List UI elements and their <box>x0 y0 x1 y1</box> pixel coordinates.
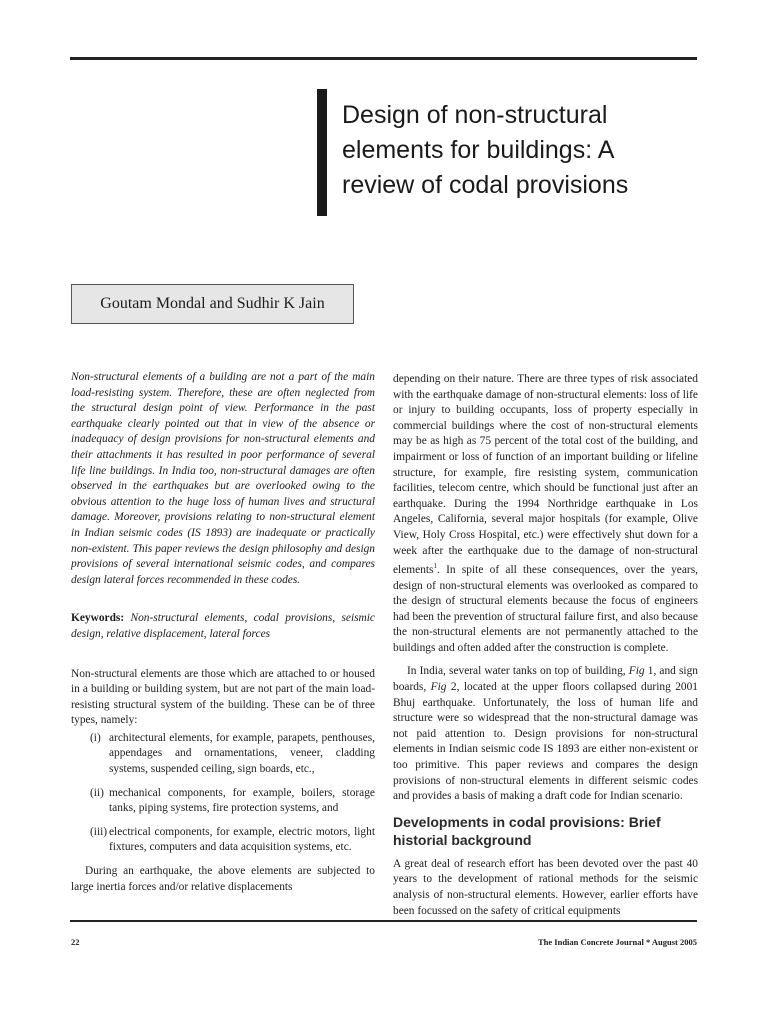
research-paragraph: A great deal of research effort has been devoted over the past 40 years to the development of rational methods for the seismic analysis of non-structural elements. However, earlier efforts have been focussed on the safety of critical equipments <box>393 857 698 917</box>
list-item <box>71 786 375 817</box>
risk-text-a: depending on their nature. There are three types of risk associated with the earthquake damage of non-structural elements: loss of life or injury to building occupants, loss of property especially in commercial buildings where the cost of non-structural elements may be as high as 75 percent of the total cost of the building, and impairment or loss of function of an important building or lifeline structure, for example, fire resisting system, communication facilities, telecom centre, which should be functional just after an earthquake. During the 1994 Northridge earthquake in Los Angeles, California, several major hospitals (for example, Olive View, Holy Cross Hospital, etc.) were effectively shut down for a week after the earthquake due to the damage of non-structural elements <box>393 373 698 576</box>
list-item <box>71 825 375 856</box>
india-paragraph <box>393 664 698 804</box>
india-text-b: 1, and sign boards, <box>393 665 698 694</box>
list-text: electrical components, for example, electric motors, light fixtures, computers and data acquisition systems, etc. <box>109 825 375 854</box>
journal-footer: The Indian Concrete Journal * August 2005 <box>537 937 697 947</box>
india-text-a: In India, several water tanks on top of building, <box>407 665 629 678</box>
section-heading: Developments in codal provisions: Brief historial background <box>393 813 661 848</box>
left-column <box>71 370 375 895</box>
keywords-text: Non-structural elements, codal provisions, seismic design, relative displacement, lateral forces <box>71 612 375 640</box>
list-item <box>71 731 375 778</box>
risk-text-b: . In spite of all these consequences, over the years, design of non-structural elements was overlooked as compared to the design of structural elements because the focus of engineers had been the prevention of structural failure first, and also because the non-structural elements are not permanently attached to the buildings and often added after the construction is complete. <box>393 563 698 654</box>
list-number: (iii) <box>90 825 108 838</box>
citation-marker: 1 <box>433 562 437 571</box>
abstract: Non-structural elements of a building are not a part of the main load-resisting system. Therefore, these are often neglected from the structural design point of view. Performance in the past earthquake clearly pointed out that in view of the absence or inadequacy of design provisions for non-structural elements and their attachments it has resulted in poor performance of several life line buildings. In India too, non-structural damages are often observed in the earthquakes but are overlooked owing to the obvious attention to the huge loss of human lives and structural damage. Moreover, provisions relating to non-structural element in Indian seismic codes (IS 1893) are inadequate or practically non-existent. This paper reviews the design philosophy and design provisions of several international seismic codes, and compares design lateral forces recommended in these codes. <box>71 371 375 586</box>
fig2-ref: Fig <box>430 681 447 694</box>
list-text: mechanical components, for example, boilers, storage tanks, piping systems, fire protection systems, and <box>109 786 375 815</box>
keywords-label: Keywords: <box>71 612 125 625</box>
title-accent-bar <box>317 89 327 216</box>
list-number: (ii) <box>90 786 104 799</box>
element-types-list <box>71 731 375 856</box>
right-column <box>393 372 698 919</box>
bottom-rule <box>70 920 697 922</box>
risk-paragraph <box>393 372 698 656</box>
top-rule <box>70 57 697 60</box>
page-number: 22 <box>71 937 80 947</box>
intro-paragraph: Non-structural elements are those which are attached to or housed in a building or building system, but are not part of the main load-resisting structural system of the building. These can be of three types, namely: <box>71 667 375 727</box>
authors-box: Goutam Mondal and Sudhir K Jain <box>71 284 354 324</box>
list-number: (i) <box>90 731 101 744</box>
article-title: Design of non-structural elements for buildings: A review of codal provisions <box>342 101 629 199</box>
keywords <box>71 611 375 642</box>
fig1-ref: Fig <box>628 665 645 678</box>
earthquake-paragraph: During an earthquake, the above elements are subjected to large inertia forces and/or relative displacements <box>71 865 375 893</box>
list-text: architectural elements, for example, parapets, penthouses, appendages and ornamentations, veneer, cladding systems, suspended ceiling, sign boards, etc., <box>109 731 375 776</box>
india-text-c: 2, located at the upper floors collapsed during 2001 Bhuj earthquake. Unfortunately, the loss of human life and structure were so widespread that the non-structural damage was not paid attention to. Design provisions for non-structural elements in Indian seismic code IS 1893 are either non-existent or too primitive. This paper reviews and compares the design provisions of non-structural elements in different seismic codes and provides a basis of making a draft code for Indian scenario. <box>393 681 698 803</box>
